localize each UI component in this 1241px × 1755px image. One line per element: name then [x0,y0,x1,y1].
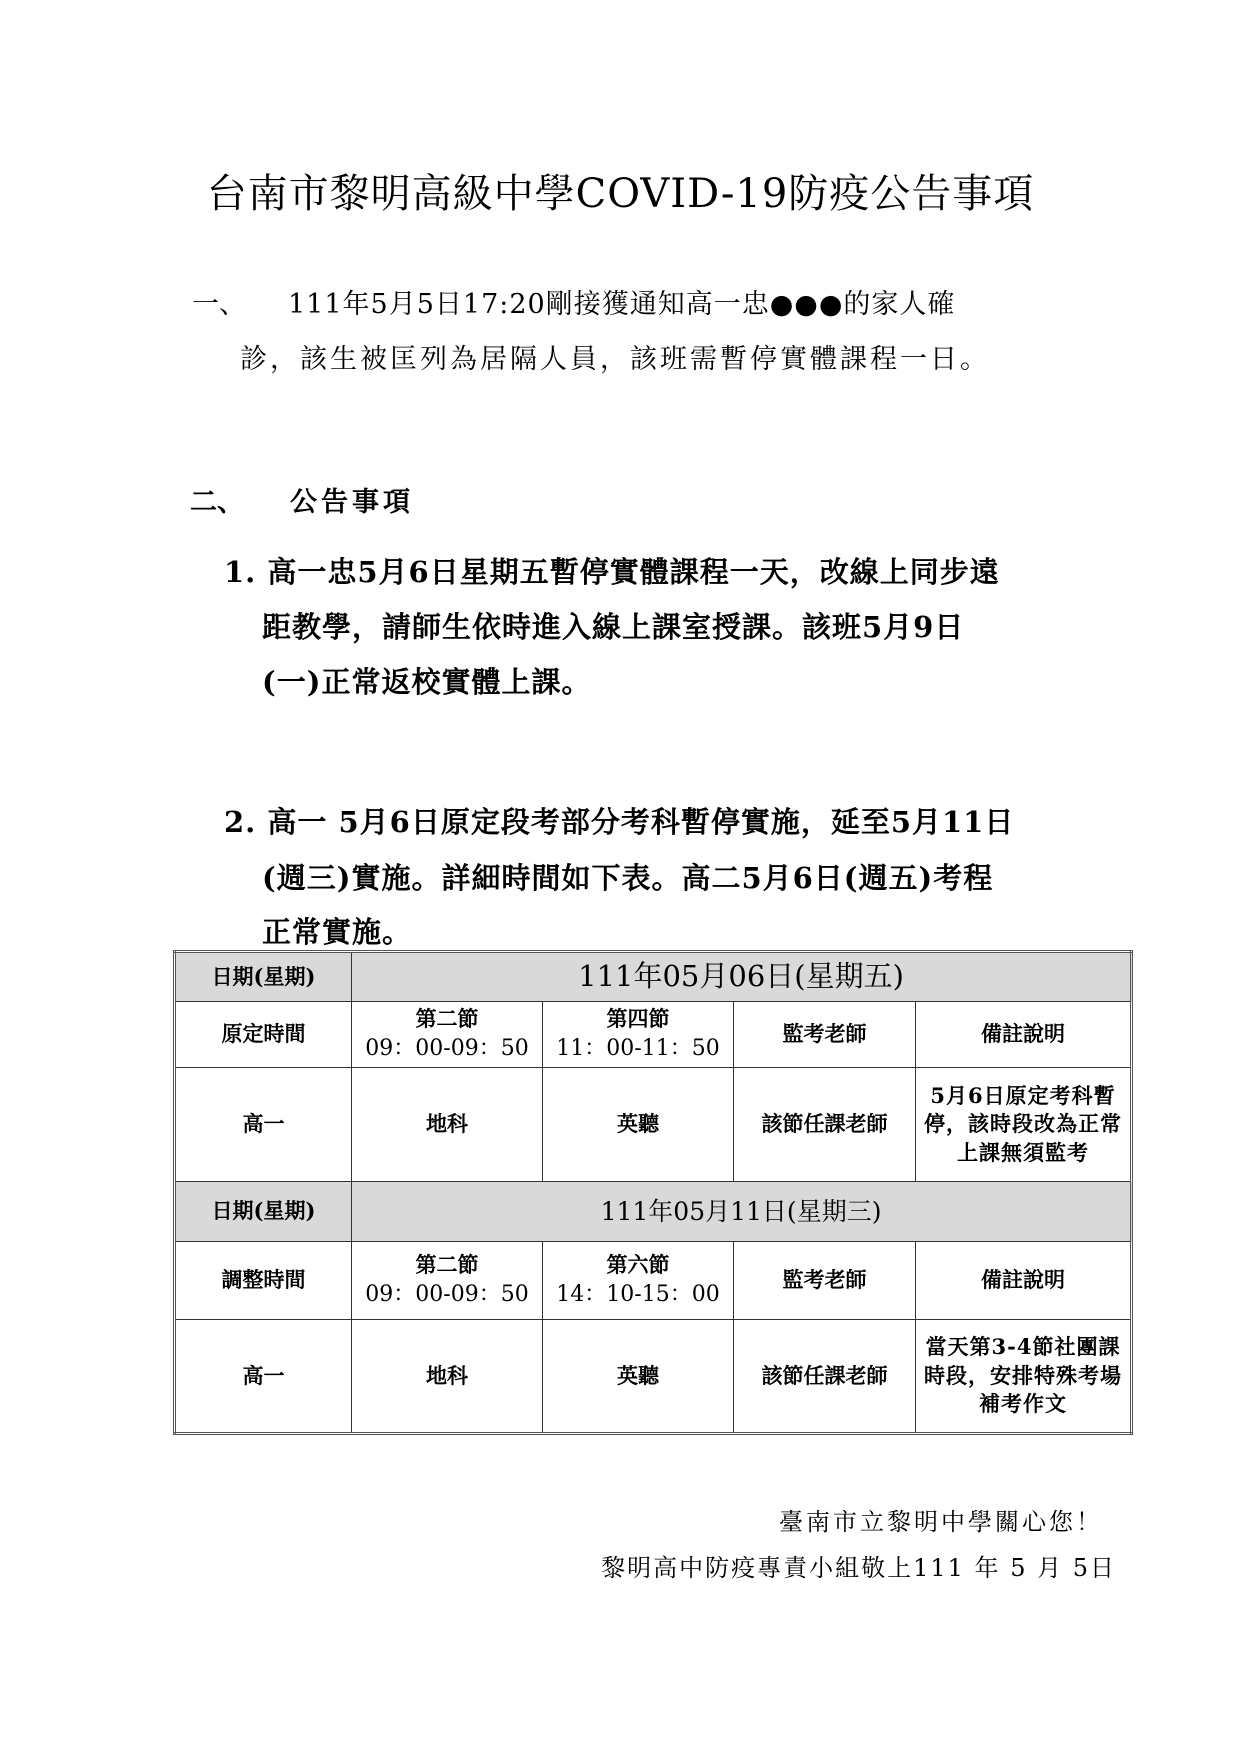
item-1-line-1: 1. 高一忠5月6日星期五暫停實體課程一天，改線上同步遠 [224,555,1000,589]
footer-signature-line: 黎明高中防疫專責小組敬上111 年 5 月 5日 [601,1554,1116,1582]
item-1-line-3: (一)正常返校實體上課。 [262,665,592,699]
subject-cell: 英聽 [543,1068,734,1182]
proctor-header: 監考老師 [734,1002,916,1068]
date-value: 111年05月11日(星期三) [352,1182,1132,1242]
note-header: 備註說明 [916,1002,1132,1068]
date-label: 日期(星期) [175,952,352,1002]
subject-cell: 英聽 [543,1320,734,1434]
period-time: 09：00-09：50 [365,1281,529,1307]
proctor-cell: 該節任課老師 [734,1320,916,1434]
period-time: 14：10-15：00 [556,1281,720,1307]
note-cell: 5月6日原定考科暫停，該時段改為正常上課無須監考 [916,1068,1132,1182]
grade-cell: 高一 [175,1068,352,1182]
time-label: 原定時間 [175,1002,352,1068]
proctor-cell: 該節任課老師 [734,1068,916,1182]
period-time: 09：00-09：50 [365,1035,529,1061]
section-2-heading: 公告事項 [290,487,414,518]
period-time: 11：00-11：50 [556,1035,720,1061]
section-1-line-1: 111年5月5日17:20剛接獲通知高一忠●●●的家人確 [288,289,956,320]
exam-schedule-table [173,950,1133,1435]
footer-care-line: 臺南市立黎明中學關心您！ [779,1508,1103,1536]
item-2-line-2: (週三)實施。詳細時間如下表。高二5月6日(週五)考程 [262,861,994,895]
section-1-number: 一、 [192,289,246,320]
period-cell [352,1242,543,1320]
period-name: 第四節 [606,1006,670,1032]
note-header: 備註說明 [916,1242,1132,1320]
note-cell: 當天第3-4節社團課時段，安排特殊考場補考作文 [916,1320,1132,1434]
item-2-line-3: 正常實施。 [262,915,413,949]
date-value: 111年05月06日(星期五) [352,952,1132,1002]
time-label: 調整時間 [175,1242,352,1320]
item-2-line-1: 2. 高一 5月6日原定段考部分考科暫停實施，延至5月11日 [224,805,1015,839]
period-cell [543,1002,734,1068]
period-name: 第六節 [606,1252,670,1278]
period-cell [352,1002,543,1068]
grade-cell: 高一 [175,1320,352,1434]
section-2-number: 二、 [190,487,244,518]
period-cell [543,1242,734,1320]
subject-cell: 地科 [352,1068,543,1182]
period-name: 第二節 [415,1006,479,1032]
subject-cell: 地科 [352,1320,543,1434]
proctor-header: 監考老師 [734,1242,916,1320]
item-1-line-2: 距教學，請師生依時進入線上課室授課。該班5月9日 [262,610,965,644]
period-name: 第二節 [415,1252,479,1278]
date-label: 日期(星期) [175,1182,352,1242]
page-title: 台南市黎明高級中學COVID-19防疫公告事項 [206,171,1035,217]
section-1-line-2: 診，該生被匡列為居隔人員，該班需暫停實體課程一日。 [240,344,990,375]
